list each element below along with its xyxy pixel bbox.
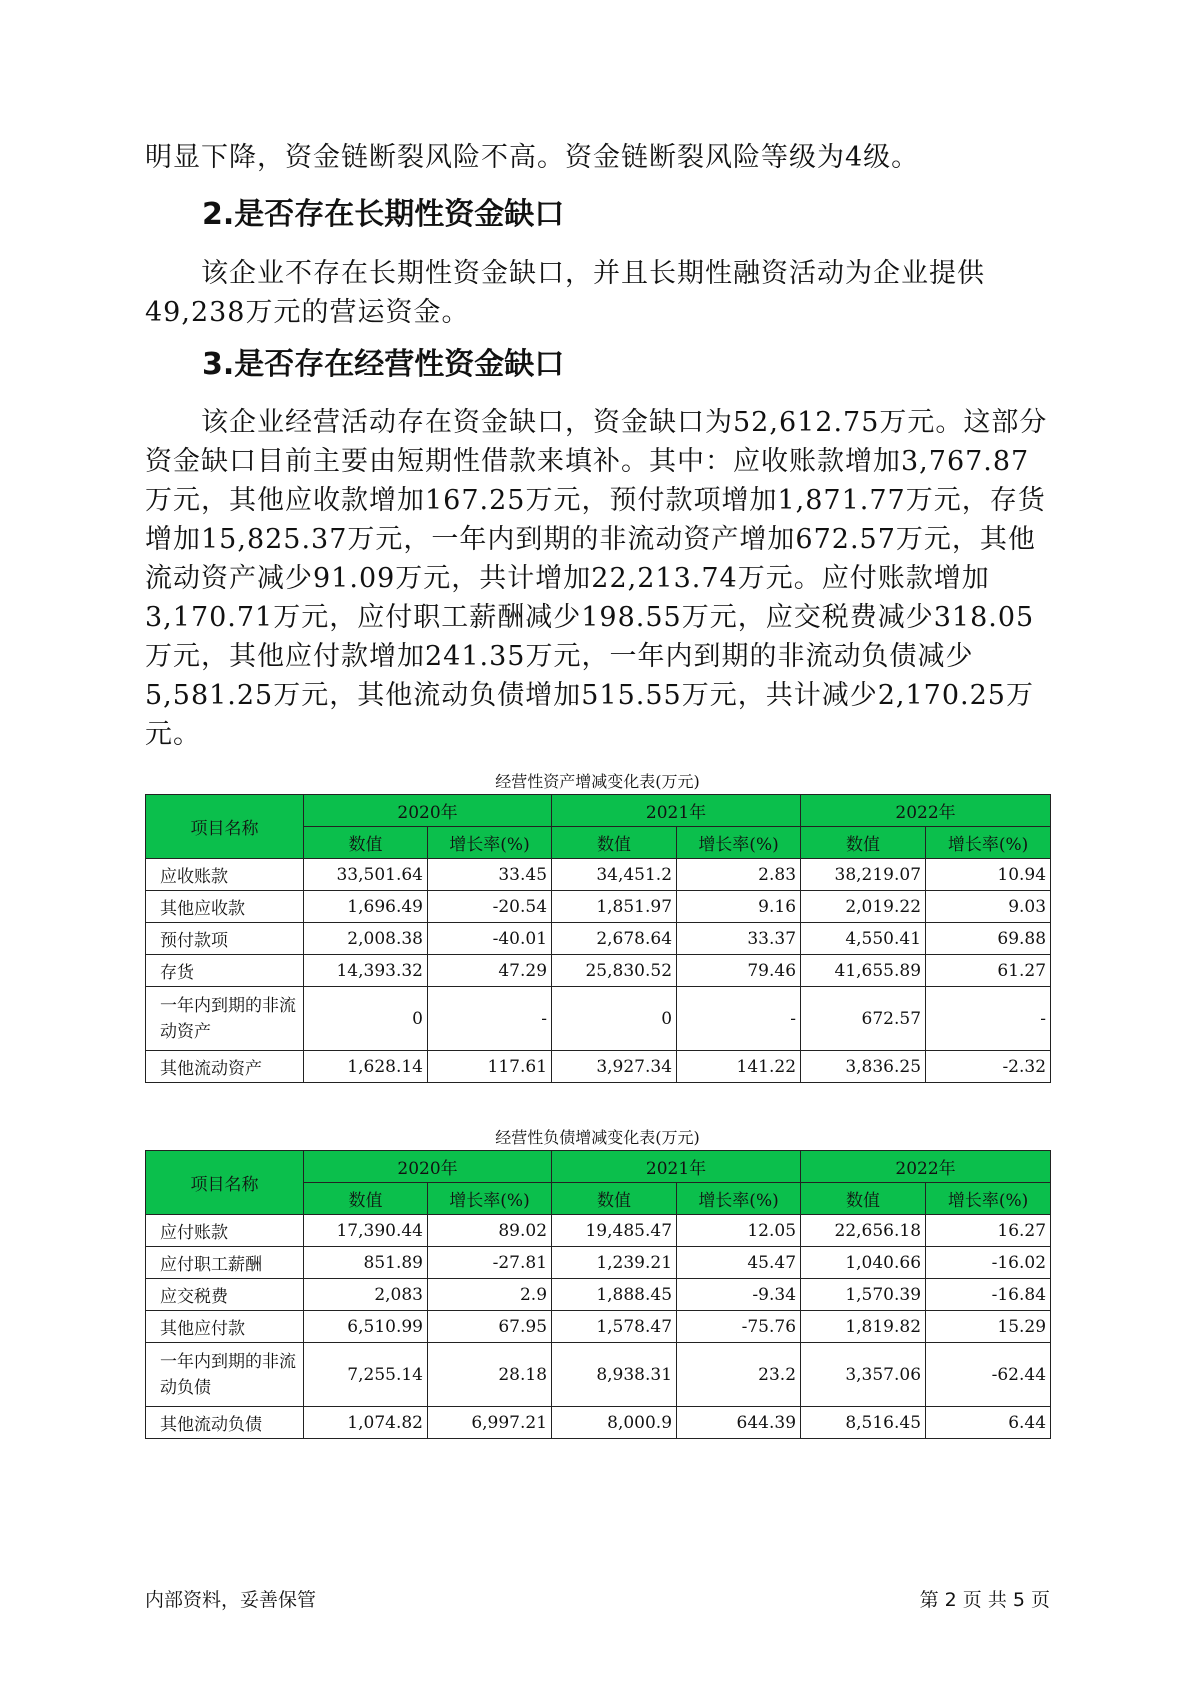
cell-growth-rate: -62.44 (926, 1343, 1051, 1407)
header-year-2021: 2021年 (552, 795, 801, 827)
table-caption-liabilities: 经营性负债增减变化表(万元) (495, 1128, 700, 1147)
header-growth-rate: 增长率(%) (428, 827, 552, 859)
cell-value: 1,819.82 (801, 1311, 926, 1343)
cell-value: 1,851.97 (552, 891, 677, 923)
row-item-name: 应交税费 (146, 1279, 304, 1311)
row-item-name: 一年内到期的非流动资产 (146, 987, 304, 1051)
header-value: 数值 (552, 1183, 677, 1215)
cell-growth-rate: 2.9 (428, 1279, 552, 1311)
cell-growth-rate: -16.84 (926, 1279, 1051, 1311)
cell-growth-rate: 16.27 (926, 1215, 1051, 1247)
cell-growth-rate: - (428, 987, 552, 1051)
cell-growth-rate: 117.61 (428, 1051, 552, 1083)
header-value: 数值 (552, 827, 677, 859)
table-row (146, 859, 1051, 891)
cell-value: 1,696.49 (304, 891, 428, 923)
cell-growth-rate: 47.29 (428, 955, 552, 987)
paragraph-operating-gap: 该企业经营活动存在资金缺口，资金缺口为52,612.75万元。这部分资金缺口目前主要由短期性借款来填补。其中：应收账款增加3,767.87万元，其他应收款增加167.25万元，预付款项增加1,871.77万元，存货增加15,825.37万元，一年内到期的非流动资产增加672.57万元，其他流动资产减少91.09万元，共计增加22,213.74万元。应付账款增加3,170.71万元，应付职工薪酬减少198.55万元，应交税费减少318.05万元，其他应付款增加241.35万元，一年内到期的非流动负债减少5,581.25万元，其他流动负债增加515.55万元，共计减少2,170.25万元。 (145, 407, 1048, 750)
cell-growth-rate: 33.37 (677, 923, 801, 955)
cell-growth-rate: 28.18 (428, 1343, 552, 1407)
cell-value: 3,836.25 (801, 1051, 926, 1083)
cell-value: 672.57 (801, 987, 926, 1051)
cell-growth-rate: -2.32 (926, 1051, 1051, 1083)
cell-value: 7,255.14 (304, 1343, 428, 1407)
table-operating-liabilities (145, 1150, 1051, 1439)
header-year-2022: 2022年 (801, 1151, 1051, 1183)
cell-value: 25,830.52 (552, 955, 677, 987)
cell-growth-rate: -75.76 (677, 1311, 801, 1343)
cell-growth-rate: -9.34 (677, 1279, 801, 1311)
cell-value: 8,000.9 (552, 1407, 677, 1439)
cell-growth-rate: 45.47 (677, 1247, 801, 1279)
section-heading-long-term-gap: 2.是否存在长期性资金缺口 (202, 197, 565, 232)
cell-growth-rate: -20.54 (428, 891, 552, 923)
paragraph-long-term-gap: 该企业不存在长期性资金缺口，并且长期性融资活动为企业提供49,238万元的营运资金。 (145, 258, 985, 328)
cell-growth-rate: 61.27 (926, 955, 1051, 987)
cell-growth-rate: 79.46 (677, 955, 801, 987)
footer-confidential-note: 内部资料，妥善保管 (145, 1589, 317, 1611)
table-row (146, 1311, 1051, 1343)
row-item-name: 一年内到期的非流动负债 (146, 1343, 304, 1407)
cell-growth-rate: -16.02 (926, 1247, 1051, 1279)
cell-value: 1,888.45 (552, 1279, 677, 1311)
row-item-name: 存货 (146, 955, 304, 987)
row-item-name: 其他流动资产 (146, 1051, 304, 1083)
cell-growth-rate: - (677, 987, 801, 1051)
cell-growth-rate: 89.02 (428, 1215, 552, 1247)
row-item-name: 应收账款 (146, 859, 304, 891)
header-year-2021: 2021年 (552, 1151, 801, 1183)
header-growth-rate: 增长率(%) (677, 827, 801, 859)
cell-value: 17,390.44 (304, 1215, 428, 1247)
cell-growth-rate: 644.39 (677, 1407, 801, 1439)
cell-growth-rate: -27.81 (428, 1247, 552, 1279)
cell-value: 19,485.47 (552, 1215, 677, 1247)
header-item-name: 项目名称 (146, 1151, 304, 1215)
cell-growth-rate: 33.45 (428, 859, 552, 891)
cell-value: 4,550.41 (801, 923, 926, 955)
cell-growth-rate: 2.83 (677, 859, 801, 891)
header-value: 数值 (304, 1183, 428, 1215)
table-row (146, 1215, 1051, 1247)
cell-value: 2,678.64 (552, 923, 677, 955)
cell-value: 8,938.31 (552, 1343, 677, 1407)
header-growth-rate: 增长率(%) (428, 1183, 552, 1215)
cell-value: 33,501.64 (304, 859, 428, 891)
section-heading-operating-gap: 3.是否存在经营性资金缺口 (202, 347, 565, 382)
cell-growth-rate: 6,997.21 (428, 1407, 552, 1439)
row-item-name: 其他流动负债 (146, 1407, 304, 1439)
cell-value: 0 (552, 987, 677, 1051)
cell-value: 1,578.47 (552, 1311, 677, 1343)
cell-growth-rate: 67.95 (428, 1311, 552, 1343)
cell-growth-rate: -40.01 (428, 923, 552, 955)
table-row (146, 891, 1051, 923)
table-row (146, 1279, 1051, 1311)
cell-value: 1,628.14 (304, 1051, 428, 1083)
footer-page-number: 第 2 页 共 5 页 (919, 1589, 1050, 1611)
cell-value: 14,393.32 (304, 955, 428, 987)
cell-value: 38,219.07 (801, 859, 926, 891)
cell-growth-rate: 10.94 (926, 859, 1051, 891)
header-growth-rate: 增长率(%) (926, 1183, 1051, 1215)
header-item-name: 项目名称 (146, 795, 304, 859)
row-item-name: 其他应付款 (146, 1311, 304, 1343)
cell-value: 1,040.66 (801, 1247, 926, 1279)
row-item-name: 应付账款 (146, 1215, 304, 1247)
cell-growth-rate: 12.05 (677, 1215, 801, 1247)
table-row (146, 1407, 1051, 1439)
row-item-name: 预付款项 (146, 923, 304, 955)
table-row (146, 923, 1051, 955)
header-value: 数值 (304, 827, 428, 859)
cell-growth-rate: 9.16 (677, 891, 801, 923)
cell-value: 2,083 (304, 1279, 428, 1311)
header-value: 数值 (801, 1183, 926, 1215)
header-year-2020: 2020年 (304, 1151, 552, 1183)
table-row (146, 1051, 1051, 1083)
cell-value: 1,074.82 (304, 1407, 428, 1439)
table-operating-assets (145, 794, 1051, 1083)
cell-value: 8,516.45 (801, 1407, 926, 1439)
cell-value: 22,656.18 (801, 1215, 926, 1247)
paragraph-risk-conclusion: 明显下降，资金链断裂风险不高。资金链断裂风险等级为4级。 (145, 142, 920, 173)
table-caption-assets: 经营性资产增减变化表(万元) (495, 772, 700, 791)
cell-value: 2,019.22 (801, 891, 926, 923)
cell-value: 0 (304, 987, 428, 1051)
table-row (146, 955, 1051, 987)
cell-value: 1,239.21 (552, 1247, 677, 1279)
cell-growth-rate: 6.44 (926, 1407, 1051, 1439)
cell-value: 3,927.34 (552, 1051, 677, 1083)
table-row (146, 1343, 1051, 1407)
cell-value: 2,008.38 (304, 923, 428, 955)
table-row (146, 1247, 1051, 1279)
row-item-name: 应付职工薪酬 (146, 1247, 304, 1279)
header-year-2020: 2020年 (304, 795, 552, 827)
cell-value: 6,510.99 (304, 1311, 428, 1343)
cell-value: 34,451.2 (552, 859, 677, 891)
cell-value: 1,570.39 (801, 1279, 926, 1311)
header-value: 数值 (801, 827, 926, 859)
cell-value: 41,655.89 (801, 955, 926, 987)
cell-growth-rate: - (926, 987, 1051, 1051)
cell-growth-rate: 69.88 (926, 923, 1051, 955)
row-item-name: 其他应收款 (146, 891, 304, 923)
cell-value: 851.89 (304, 1247, 428, 1279)
header-growth-rate: 增长率(%) (926, 827, 1051, 859)
cell-value: 3,357.06 (801, 1343, 926, 1407)
cell-growth-rate: 141.22 (677, 1051, 801, 1083)
table-row (146, 987, 1051, 1051)
cell-growth-rate: 23.2 (677, 1343, 801, 1407)
cell-growth-rate: 15.29 (926, 1311, 1051, 1343)
cell-growth-rate: 9.03 (926, 891, 1051, 923)
header-year-2022: 2022年 (801, 795, 1051, 827)
header-growth-rate: 增长率(%) (677, 1183, 801, 1215)
